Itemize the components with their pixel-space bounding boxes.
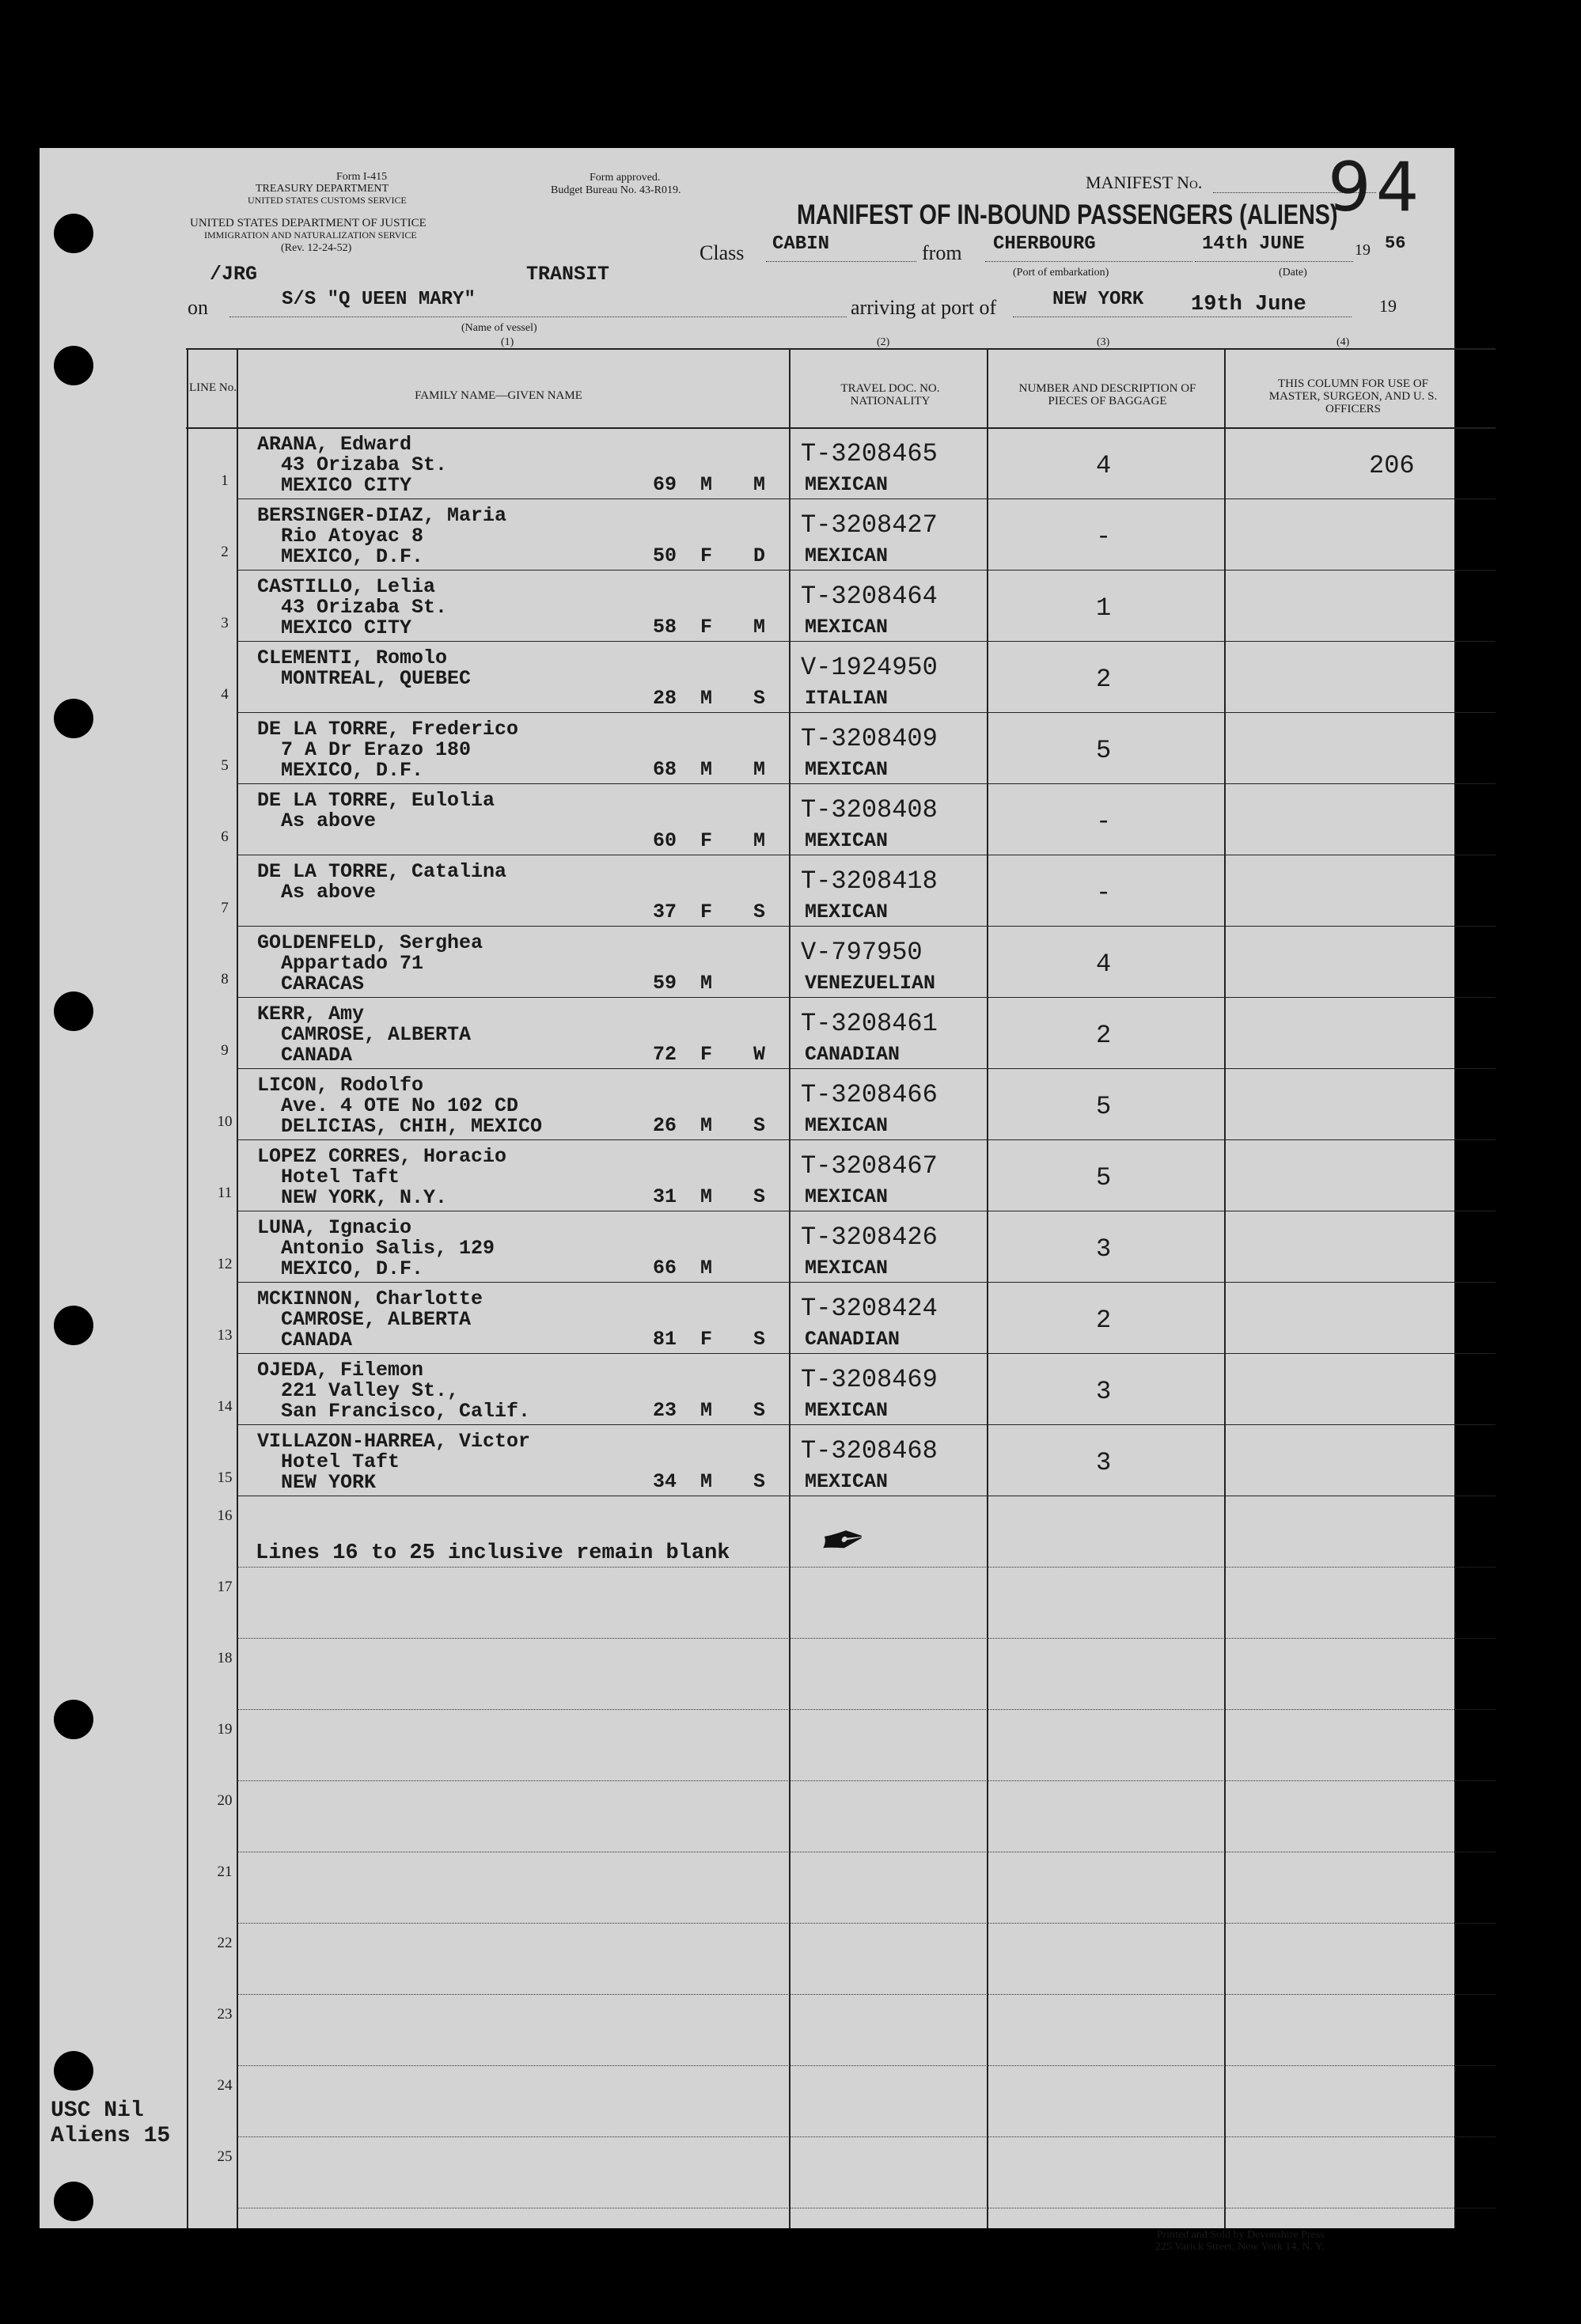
blank-lines-note: Lines 16 to 25 inclusive remain blank: [256, 1541, 730, 1565]
travel-doc-number: T-3208424: [801, 1294, 938, 1323]
travel-doc-number: T-3208427: [801, 510, 938, 540]
passenger-age: 28: [653, 687, 677, 710]
passenger-marital-status: M: [753, 758, 766, 781]
baggage-count: 4: [1096, 451, 1112, 480]
passenger-marital-status: D: [753, 544, 766, 567]
baggage-count: 3: [1096, 1234, 1112, 1264]
binder-hole: [54, 1306, 93, 1345]
from-label: from: [922, 241, 962, 264]
row-line-number: 13: [217, 1327, 233, 1344]
passenger-age: 31: [653, 1185, 677, 1208]
travel-doc-number: T-3208461: [801, 1009, 938, 1038]
passenger-address-2: MEXICO, D.F.: [281, 545, 424, 568]
row-line-number: 6: [221, 828, 229, 845]
passenger-address-1: Hotel Taft: [281, 1166, 400, 1189]
passenger-age: 58: [653, 616, 677, 639]
header-bottom-rule: [186, 427, 1496, 429]
row-rule: [237, 1353, 1496, 1354]
vessel-caption: (Name of vessel): [461, 322, 537, 334]
baggage-count: 1: [1096, 593, 1112, 623]
travel-doc-number: T-3208408: [801, 795, 938, 825]
row-line-number: 15: [217, 1469, 233, 1486]
passenger-address-2: MEXICO, D.F.: [281, 1257, 424, 1280]
passenger-marital-status: S: [753, 1328, 766, 1351]
passenger-sex: M: [700, 1114, 713, 1137]
passenger-nationality: MEXICAN: [805, 616, 889, 639]
passenger-sex: F: [700, 616, 713, 639]
passenger-age: 69: [653, 473, 677, 496]
blank-line-number: 20: [217, 1792, 233, 1809]
margin-note-line-2: Aliens 15: [51, 2124, 171, 2148]
arrival-year: 19: [1379, 296, 1397, 316]
passenger-address-1: Ave. 4 OTE No 102 CD: [281, 1094, 519, 1117]
travel-doc-number: T-3208409: [801, 724, 938, 753]
passenger-sex: F: [700, 900, 713, 923]
row-rule: [237, 1424, 1496, 1425]
passenger-address-2: MEXICO CITY: [281, 616, 412, 639]
binder-hole: [54, 1700, 93, 1739]
row-rule: [237, 712, 1496, 713]
transit-note: TRANSIT: [526, 263, 610, 286]
passenger-name: CLEMENTI, Romolo: [257, 646, 448, 669]
printer-imprint: [1155, 2229, 1325, 2253]
blank-line-rule: [237, 1923, 1496, 1924]
vessel-name: S/S "Q UEEN MARY": [282, 289, 476, 310]
budget-bureau: Budget Bureau No. 43-R019.: [551, 184, 681, 196]
arrival-port: NEW YORK: [1052, 289, 1144, 310]
manifest-sheet: [40, 148, 1454, 2253]
passenger-name: OJEDA, Filemon: [257, 1359, 424, 1382]
on-label: on: [188, 296, 208, 319]
passenger-marital-status: S: [753, 687, 766, 710]
passenger-address-1: Hotel Taft: [281, 1450, 400, 1473]
passenger-age: 59: [653, 972, 677, 995]
blank-line-number: 22: [217, 1935, 233, 1951]
passenger-name: LOPEZ CORRES, Horacio: [257, 1145, 507, 1168]
binder-hole: [54, 991, 93, 1031]
passenger-age: 68: [653, 758, 677, 781]
port-embark-caption: (Port of embarkation): [1013, 267, 1109, 279]
passenger-sex: M: [700, 1257, 713, 1280]
passenger-address-1: 221 Valley St.,: [281, 1379, 460, 1402]
passenger-address-1: 43 Orizaba St.: [281, 453, 448, 476]
blank-line-number: 24: [217, 2077, 233, 2094]
baggage-count: -: [1096, 522, 1112, 552]
passenger-sex: M: [700, 758, 713, 781]
row-rule: [237, 926, 1496, 927]
passenger-sex: F: [700, 1043, 713, 1066]
passenger-age: 34: [653, 1470, 677, 1493]
blank-line-rule: [237, 1567, 1496, 1568]
passenger-age: 72: [653, 1043, 677, 1066]
blank-line-rule: [237, 2136, 1496, 2137]
date-caption: (Date): [1279, 267, 1307, 279]
passenger-sex: F: [700, 829, 713, 852]
form-number: Form I-415: [336, 171, 388, 183]
passenger-name: ARANA, Edward: [257, 433, 412, 456]
passenger-marital-status: W: [753, 1043, 766, 1066]
travel-doc-number: T-3208464: [801, 582, 938, 611]
passenger-nationality: CANADIAN: [805, 1043, 900, 1066]
passenger-address-2: MEXICO, D.F.: [281, 759, 424, 782]
passenger-name: GOLDENFELD, Serghea: [257, 931, 483, 954]
passenger-marital-status: M: [753, 473, 766, 496]
row-line-number: 3: [221, 615, 229, 631]
passenger-name: LUNA, Ignacio: [257, 1216, 412, 1239]
passenger-age: 26: [653, 1114, 677, 1137]
baggage-count: 2: [1096, 665, 1112, 694]
passenger-address-1: As above: [281, 809, 377, 832]
passenger-address-2: NEW YORK, N.Y.: [281, 1186, 448, 1209]
row-rule: [237, 997, 1496, 998]
printer-line-1: Printed and Sold by Devonshire Press: [1156, 2229, 1325, 2241]
passenger-nationality: MEXICAN: [805, 473, 889, 496]
passenger-nationality: MEXICAN: [805, 1470, 889, 1493]
row-line-number: 4: [221, 686, 229, 703]
row-line-number: 1: [221, 472, 229, 489]
passenger-name: DE LA TORRE, Eulolia: [257, 789, 495, 812]
row-line-number: 8: [221, 971, 229, 988]
manifest-title: MANIFEST OF IN-BOUND PASSENGERS (ALIENS): [797, 199, 1338, 230]
passenger-address-1: Antonio Salis, 129: [281, 1237, 495, 1260]
baggage-count: 2: [1096, 1021, 1112, 1050]
margin-note-line-1: USC Nil: [51, 2098, 144, 2123]
customs-service: UNITED STATES CUSTOMS SERVICE: [248, 195, 407, 206]
officer-note: 206: [1369, 451, 1415, 480]
baggage-count: 5: [1096, 736, 1112, 765]
binder-hole: [54, 2182, 93, 2221]
passenger-address-1: As above: [281, 881, 377, 904]
printer-line-2: 225 Varick Street, New York 14, N. Y.: [1155, 2241, 1325, 2253]
blank-line-rule: [237, 1780, 1496, 1781]
doc-col-rule: [987, 348, 988, 2228]
port-of-embarkation: CHERBOURG: [993, 233, 1096, 255]
blank-line-rule: [237, 2065, 1496, 2066]
passenger-address-1: MONTREAL, QUEBEC: [281, 667, 472, 690]
row-rule: [237, 1068, 1496, 1069]
column-3-number: (3): [1097, 336, 1110, 348]
column-2-number: (2): [877, 336, 890, 348]
passenger-nationality: ITALIAN: [805, 687, 889, 710]
passenger-name: DE LA TORRE, Frederico: [257, 718, 519, 741]
row-line-number: 14: [217, 1398, 233, 1415]
passenger-address-2: CANADA: [281, 1044, 353, 1067]
passenger-address-1: CAMROSE, ALBERTA: [281, 1308, 472, 1331]
baggage-count: -: [1096, 878, 1112, 908]
passenger-nationality: MEXICAN: [805, 758, 889, 781]
travel-doc-number: T-3208467: [801, 1151, 938, 1181]
officer-signature: ✒: [810, 1506, 866, 1577]
treasury-department: TREASURY DEPARTMENT: [256, 183, 389, 195]
binder-hole: [54, 346, 93, 385]
travel-doc-number: V-1924950: [801, 653, 938, 682]
passenger-address-1: 43 Orizaba St.: [281, 596, 448, 619]
passenger-nationality: MEXICAN: [805, 544, 889, 567]
passenger-marital-status: S: [753, 1470, 766, 1493]
margin-count-note: [47, 2097, 173, 2151]
embark-date: 14th JUNE: [1202, 233, 1305, 255]
row-rule: [237, 641, 1496, 642]
binder-hole: [54, 214, 93, 253]
passenger-age: 66: [653, 1257, 677, 1280]
class-label: Class: [700, 241, 745, 264]
passenger-address-2: MEXICO CITY: [281, 474, 412, 497]
passenger-sex: F: [700, 544, 713, 567]
passenger-nationality: MEXICAN: [805, 1114, 889, 1137]
travel-doc-number: T-3208426: [801, 1223, 938, 1252]
passenger-name: CASTILLO, Lelia: [257, 575, 436, 598]
passenger-name: VILLAZON-HARREA, Victor: [257, 1430, 531, 1453]
passenger-nationality: MEXICAN: [805, 1185, 889, 1208]
baggage-count: 5: [1096, 1092, 1112, 1121]
blank-line-rule: [237, 1709, 1496, 1710]
row-line-number: 7: [221, 900, 229, 916]
travel-doc-number: T-3208469: [801, 1365, 938, 1394]
manifest-number: 94: [1328, 148, 1424, 227]
baggage-count: 5: [1096, 1163, 1112, 1192]
blank-line-rule: [237, 1994, 1496, 1995]
passenger-marital-status: M: [753, 616, 766, 639]
passenger-marital-status: S: [753, 1114, 766, 1137]
ins-label: IMMIGRATION AND NATURALIZATION SERVICE: [204, 229, 417, 241]
col-header-travel-doc: TRAVEL DOC. NO. NATIONALITY: [840, 382, 940, 408]
travel-doc-number: T-3208418: [801, 866, 938, 896]
row-rule: [237, 1282, 1496, 1283]
manifest-number-label: MANIFEST No.: [1086, 172, 1203, 192]
blank-line-number: 23: [217, 2006, 233, 2023]
blank-line-number: 18: [217, 1650, 233, 1666]
passenger-address-2: DELICIAS, CHIH, MEXICO: [281, 1115, 543, 1138]
passenger-nationality: MEXICAN: [805, 829, 889, 852]
travel-doc-number: V-797950: [801, 938, 923, 967]
passenger-nationality: MEXICAN: [805, 1399, 889, 1422]
passenger-age: 37: [653, 900, 677, 923]
row-line-number: 9: [221, 1042, 229, 1059]
col-header-baggage: NUMBER AND DESCRIPTION OF PIECES OF BAGGAGE: [1018, 382, 1196, 408]
baggage-count: 3: [1096, 1448, 1112, 1477]
passenger-marital-status: S: [753, 1185, 766, 1208]
class-value: CABIN: [772, 233, 830, 255]
passenger-sex: M: [700, 1399, 713, 1422]
col-header-name: FAMILY NAME—GIVEN NAME: [415, 389, 582, 402]
column-1-number: (1): [501, 336, 514, 348]
passenger-sex: M: [700, 972, 713, 995]
passenger-sex: M: [700, 1185, 713, 1208]
binder-hole: [54, 699, 93, 738]
row-line-number: 10: [217, 1113, 233, 1130]
row-line-number: 12: [217, 1256, 233, 1272]
year-prefix: 19: [1355, 241, 1371, 259]
travel-doc-number: T-3208468: [801, 1436, 938, 1465]
passenger-nationality: CANADIAN: [805, 1328, 900, 1351]
blank-line-number: 16: [217, 1507, 233, 1524]
passenger-name: MCKINNON, Charlotte: [257, 1287, 483, 1310]
passenger-sex: M: [700, 1470, 713, 1493]
blank-line-rule: [237, 1638, 1496, 1639]
table-top-rule: [186, 348, 1496, 350]
passenger-age: 81: [653, 1328, 677, 1351]
passenger-name: LICON, Rodolfo: [257, 1074, 424, 1097]
passenger-name: BERSINGER-DIAZ, Maria: [257, 504, 507, 527]
name-col-rule: [789, 348, 790, 2228]
row-line-number: 2: [221, 544, 229, 560]
dept-of-justice: UNITED STATES DEPARTMENT OF JUSTICE: [190, 217, 427, 229]
passenger-address-1: 7 A Dr Erazo 180: [281, 738, 472, 761]
revision-date: (Rev. 12-24-52): [281, 242, 352, 254]
binder-hole: [54, 2051, 93, 2091]
passenger-sex: M: [700, 473, 713, 496]
col-header-officers: THIS COLUMN FOR USE OF MASTER, SURGEON, AND U. S. OFFICERS: [1268, 377, 1438, 415]
passenger-sex: M: [700, 687, 713, 710]
baggage-count: -: [1096, 807, 1112, 836]
passenger-marital-status: S: [753, 900, 766, 923]
table-left-rule: [187, 348, 188, 2228]
travel-doc-number: T-3208465: [801, 439, 938, 468]
passenger-address-1: Rio Atoyac 8: [281, 525, 424, 548]
row-line-number: 11: [217, 1185, 233, 1201]
blank-line-number: 17: [217, 1579, 233, 1595]
baggage-count: 4: [1096, 950, 1112, 979]
passenger-address-2: CANADA: [281, 1329, 353, 1352]
passenger-nationality: MEXICAN: [805, 1257, 889, 1280]
blank-line-number: 19: [217, 1721, 233, 1738]
passenger-marital-status: S: [753, 1399, 766, 1422]
row-rule: [237, 1139, 1496, 1140]
form-approved: Form approved.: [590, 172, 661, 184]
passenger-age: 23: [653, 1399, 677, 1422]
row-rule: [237, 783, 1496, 784]
passenger-address-2: San Francisco, Calif.: [281, 1400, 531, 1423]
row-rule: [237, 570, 1496, 571]
passenger-address-2: NEW YORK: [281, 1471, 377, 1494]
passenger-age: 50: [653, 544, 677, 567]
arrival-date: 19th June: [1191, 293, 1306, 317]
passenger-age: 60: [653, 829, 677, 852]
baggage-count: 2: [1096, 1306, 1112, 1335]
passenger-address-1: CAMROSE, ALBERTA: [281, 1023, 472, 1046]
blank-line-number: 21: [217, 1863, 233, 1880]
baggage-count: 3: [1096, 1377, 1112, 1406]
passenger-address-2: CARACAS: [281, 972, 365, 995]
baggage-col-rule: [1224, 348, 1226, 2228]
clerk-reference: /JRG: [210, 263, 258, 286]
passenger-nationality: MEXICAN: [805, 900, 889, 923]
year-suffix: 56: [1385, 233, 1406, 253]
passenger-address-1: Appartado 71: [281, 952, 424, 975]
row-line-number: 5: [221, 757, 229, 774]
passenger-marital-status: M: [753, 829, 766, 852]
passenger-sex: F: [700, 1328, 713, 1351]
column-4-number: (4): [1336, 336, 1350, 348]
travel-doc-number: T-3208466: [801, 1080, 938, 1109]
col-header-line-no: LINE No.: [189, 381, 237, 394]
passenger-nationality: VENEZUELIAN: [805, 972, 936, 995]
passenger-name: DE LA TORRE, Catalina: [257, 860, 507, 883]
blank-line-number: 25: [217, 2148, 233, 2165]
passenger-name: KERR, Amy: [257, 1003, 365, 1026]
arriving-label: arriving at port of: [851, 296, 997, 319]
